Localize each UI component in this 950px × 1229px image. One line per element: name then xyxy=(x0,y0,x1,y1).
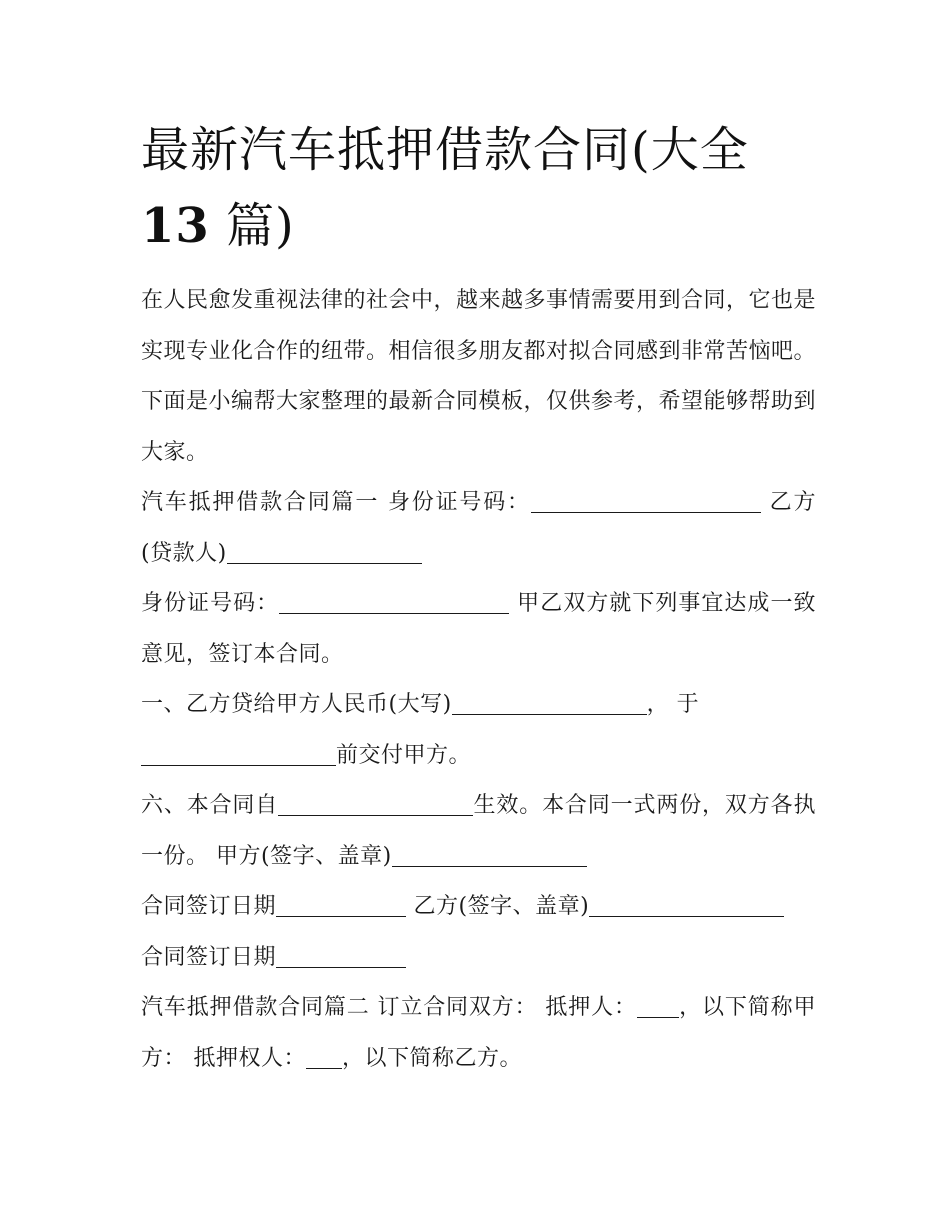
mortgagor-blank xyxy=(637,995,679,1018)
contract-2-parties xyxy=(141,983,816,1084)
sign-date-blank-2 xyxy=(276,945,406,968)
intro-paragraph: 在人民愈发重视法律的社会中，越来越多事情需要用到合同，它也是实现专业化合作的纽带。相信很多朋友都对拟合同感到非常苦恼吧。下面是小编帮大家整理的最新合同模板，仅供参考，希望能够帮助到大家。 xyxy=(141,288,817,465)
clause-6-text: 六、本合同自 xyxy=(141,793,279,818)
party-b-alias: ，以下简称乙方。 xyxy=(342,1045,523,1071)
signature-line-2 xyxy=(141,933,816,984)
party-a-alias: ，以下简称甲方： 抵押权人： xyxy=(141,995,816,1071)
sign-date-blank-1 xyxy=(276,894,406,917)
mortgagee-blank xyxy=(306,1046,342,1069)
borrower-label: 乙方(贷款人) xyxy=(141,490,817,566)
id-label: 身份证号码： xyxy=(141,591,280,616)
party-a-signature-blank xyxy=(392,844,587,867)
party-b-signature-blank xyxy=(589,894,784,917)
contract-2-heading-text: 汽车抵押借款合同篇二 订立合同双方： 抵押人： xyxy=(141,995,637,1020)
clause-1-due: ， 于 xyxy=(646,692,700,717)
party-b-signature-label: 乙方(签字、盖章) xyxy=(406,894,590,919)
clause-6 xyxy=(141,781,816,882)
title-count: 13 xyxy=(141,198,210,254)
clause-1 xyxy=(141,680,816,781)
document-body xyxy=(141,112,816,1084)
agreement-text: 甲乙双方就下列事宜达成一致意见，签订本合同。 xyxy=(141,591,816,667)
title-line-1: 最新汽车抵押借款合同(大全 xyxy=(141,122,749,178)
effective-date-blank xyxy=(278,793,473,816)
clause-1-delivery: 前交付甲方。 xyxy=(336,742,472,768)
contract-1-agreement xyxy=(141,579,816,680)
id-number-blank-2 xyxy=(279,591,509,614)
clause-1-text: 一、乙方贷给甲方人民币(大写) xyxy=(141,692,452,717)
contract-1-parties xyxy=(141,478,816,579)
date-blank xyxy=(141,743,336,766)
amount-blank xyxy=(452,692,647,715)
contract-1-heading-text: 汽车抵押借款合同篇一 身份证号码： xyxy=(141,490,531,515)
id-number-blank xyxy=(531,490,761,513)
title-line-2: 篇) xyxy=(209,198,295,254)
sign-date-label-2: 合同签订日期 xyxy=(141,944,277,970)
sign-date-label-1: 合同签订日期 xyxy=(141,894,277,919)
clause-6-rest: 生效。本合同一式两份，双方各执一份。 甲方(签字、盖章) xyxy=(141,793,816,869)
borrower-blank xyxy=(227,541,422,564)
signature-line-1 xyxy=(141,882,816,933)
document-title xyxy=(141,112,816,264)
